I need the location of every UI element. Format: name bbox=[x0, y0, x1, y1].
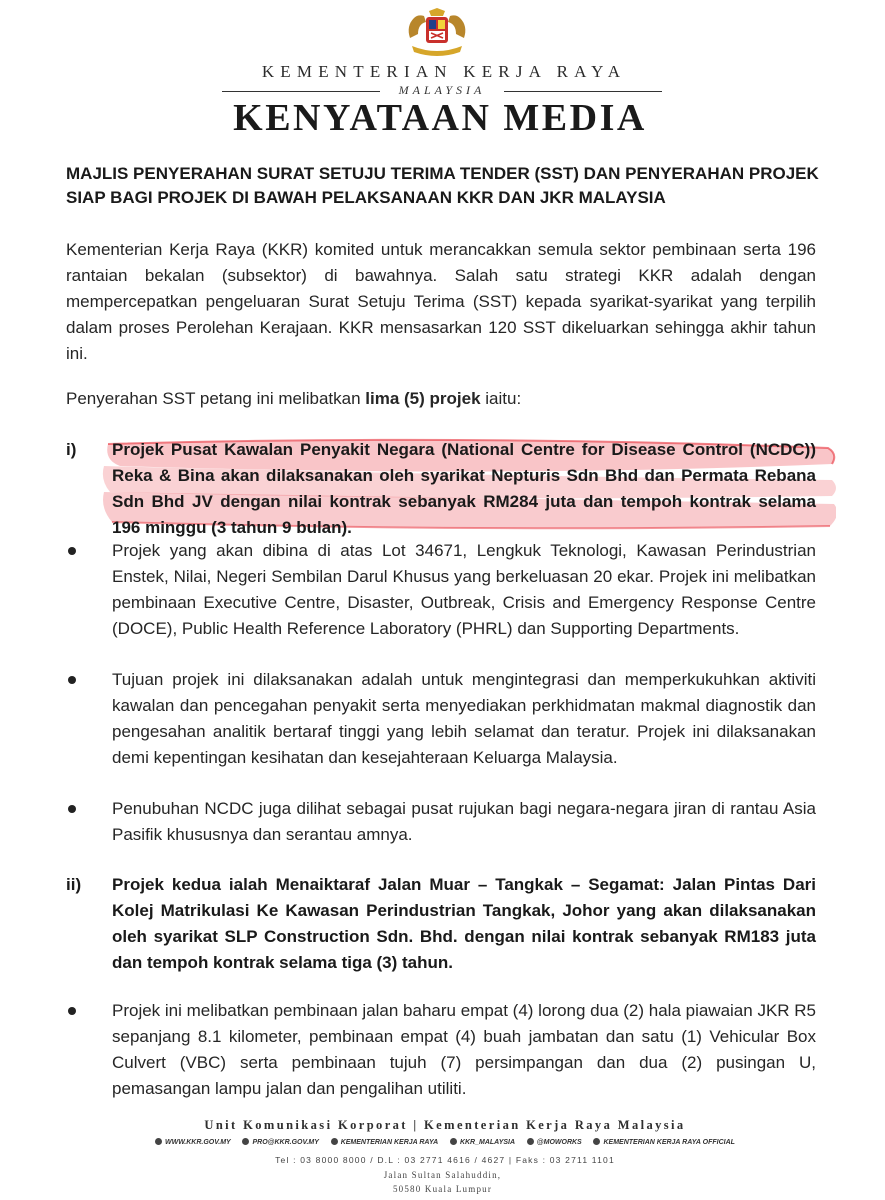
footer-link-email[interactable] bbox=[242, 1138, 318, 1146]
lead-paragraph bbox=[66, 386, 816, 412]
address-line: Jalan Sultan Salahuddin, bbox=[383, 1170, 502, 1180]
project-number: i) bbox=[66, 440, 77, 459]
footer-phone: Tel : 03 8000 8000 / D.L : 03 2771 4616 / 4627 | Faks : 03 2711 1101 bbox=[275, 1155, 615, 1165]
footer-link-website[interactable] bbox=[155, 1138, 231, 1146]
address-line: 50580 Kuala Lumpur bbox=[392, 1184, 493, 1194]
youtube-icon bbox=[593, 1138, 600, 1145]
project-1-headline: Projek Pusat Kawalan Penyakit Negara (National Centre for Disease Control (NCDC)) Reka & Bina akan dilaksanakan oleh syarikat Nepturis Sdn Bhd dan Permata Rebana Sdn Bhd JV dengan nilai kontrak sebanyak RM284 juta dan tempoh kontrak selama 196 minggu (3 tahun 9 bulan). bbox=[112, 440, 816, 537]
footer-link-text: KKR_MALAYSIA bbox=[459, 1139, 516, 1146]
footer-address bbox=[300, 1168, 585, 1196]
project-2-bullet: Projek ini melibatkan pembinaan jalan baharu empat (4) lorong dua (2) hala piawaian JKR R5 sepanjang 8.1 kilometer, pembinaan empat (4) buah jambatan dan satu (1) Vehicular Box Culvert (VBC) serta pembinaan tujuh (7) persimpangan dan dua (2) pusingan U, pemasangan lampu jalan dan pengalihan utiliti. bbox=[112, 1001, 817, 1098]
facebook-icon bbox=[331, 1138, 338, 1145]
project-1-bullet: Penubuhan NCDC juga dilihat sebagai pusat rujukan bagi negara-negara jiran di rantau Asia Pasifik khususnya dan serantau amnya. bbox=[112, 799, 816, 844]
footer-link-instagram[interactable] bbox=[527, 1138, 582, 1146]
footer-link-text: KEMENTERIAN KERJA RAYA OFFICIAL bbox=[603, 1139, 735, 1146]
email-icon bbox=[242, 1138, 249, 1145]
country-name: MALAYSIA bbox=[398, 83, 486, 97]
bullet-icon bbox=[68, 676, 76, 684]
lead-text: Penyerahan SST petang ini melibatkan bbox=[66, 389, 366, 408]
footer-contact-links bbox=[155, 1138, 735, 1146]
footer-link-twitter[interactable] bbox=[450, 1138, 515, 1146]
instagram-icon bbox=[527, 1138, 534, 1145]
bullet-icon bbox=[68, 547, 76, 555]
project-1-bullet: Tujuan projek ini dilaksanakan adalah untuk mengintegrasi dan memperkukuhkan aktiviti kawalan dan pencegahan penyakit serta menyediakan perkhidmatan makmal diagnostik dan pengesahan analitik bertaraf tinggi yang lebih selamat dan teratur. Projek ini dilaksanakan demi kepentingan kesihatan dan kesejahteraan Keluarga Malaysia. bbox=[112, 670, 816, 767]
project-2-headline: Projek kedua ialah Menaiktaraf Jalan Muar – Tangkak – Segamat: Jalan Pintas Dari Kolej Matrikulasi Ke Kawasan Perindustrian Tangkak, Johor yang akan dilaksanakan oleh syarikat SLP Construction Sdn. Bhd. dengan nilai kontrak sebanyak RM183 juta dan tempoh kontrak selama tiga (3) tahun. bbox=[112, 875, 816, 972]
bullet-icon bbox=[68, 1007, 76, 1015]
press-release-title: MAJLIS PENYERAHAN SURAT SETUJU TERIMA TENDER (SST) DAN PENYERAHAN PROJEK SIAP BAGI PROJEK DI BAWAH PELAKSANAAN KKR DAN JKR MALAYSIA bbox=[66, 164, 819, 207]
document-type-heading: KENYATAAN MEDIA bbox=[233, 97, 647, 139]
ministry-name: KEMENTERIAN KERJA RAYA bbox=[261, 62, 627, 81]
footer-link-text: KEMENTERIAN KERJA RAYA bbox=[340, 1139, 439, 1146]
footer-unit-name: Unit Komunikasi Korporat | Kementerian Kerja Raya Malaysia bbox=[204, 1118, 686, 1132]
intro-paragraph: Kementerian Kerja Raya (KKR) komited untuk merancakkan semula sektor pembinaan serta 196 rantaian bekalan (subsektor) di bawahnya. Salah satu strategi KKR adalah dengan mempercepatkan pengeluaran Surat Setuju Terima (SST) kepada syarikat-syarikat yang terpilih dalam proses Perolehan Kerajaan. KKR mensasarkan 120 SST dikeluarkan sehingga akhir tahun ini. bbox=[66, 240, 816, 363]
twitter-icon bbox=[450, 1138, 457, 1145]
coat-of-arms-icon bbox=[402, 8, 472, 60]
project-number: ii) bbox=[66, 875, 82, 894]
footer-link-facebook[interactable] bbox=[331, 1138, 439, 1146]
bullet-icon bbox=[68, 805, 76, 813]
globe-icon bbox=[155, 1138, 162, 1145]
footer-link-text: WWW.KKR.GOV.MY bbox=[165, 1139, 231, 1146]
divider-line bbox=[504, 91, 662, 92]
lead-bold-text: lima (5) projek bbox=[365, 389, 481, 408]
footer-link-youtube[interactable] bbox=[593, 1138, 734, 1146]
project-1-bullet: Projek yang akan dibina di atas Lot 34671, Lengkuk Teknologi, Kawasan Perindustrian Enstek, Nilai, Negeri Sembilan Darul Khusus yang berkeluasan 20 ekar. Projek ini melibatkan pembinaan Executive Centre, Disaster, Outbreak, Crisis and Emergency Response Centre (DOCE), Public Health Reference Laboratory (PHRL) dan Supporting Departments. bbox=[112, 541, 816, 638]
footer-link-text: PRO@KKR.GOV.MY bbox=[252, 1139, 319, 1146]
lead-suffix: iaitu: bbox=[480, 389, 522, 408]
footer-link-text: @MOWORKS bbox=[536, 1139, 582, 1146]
